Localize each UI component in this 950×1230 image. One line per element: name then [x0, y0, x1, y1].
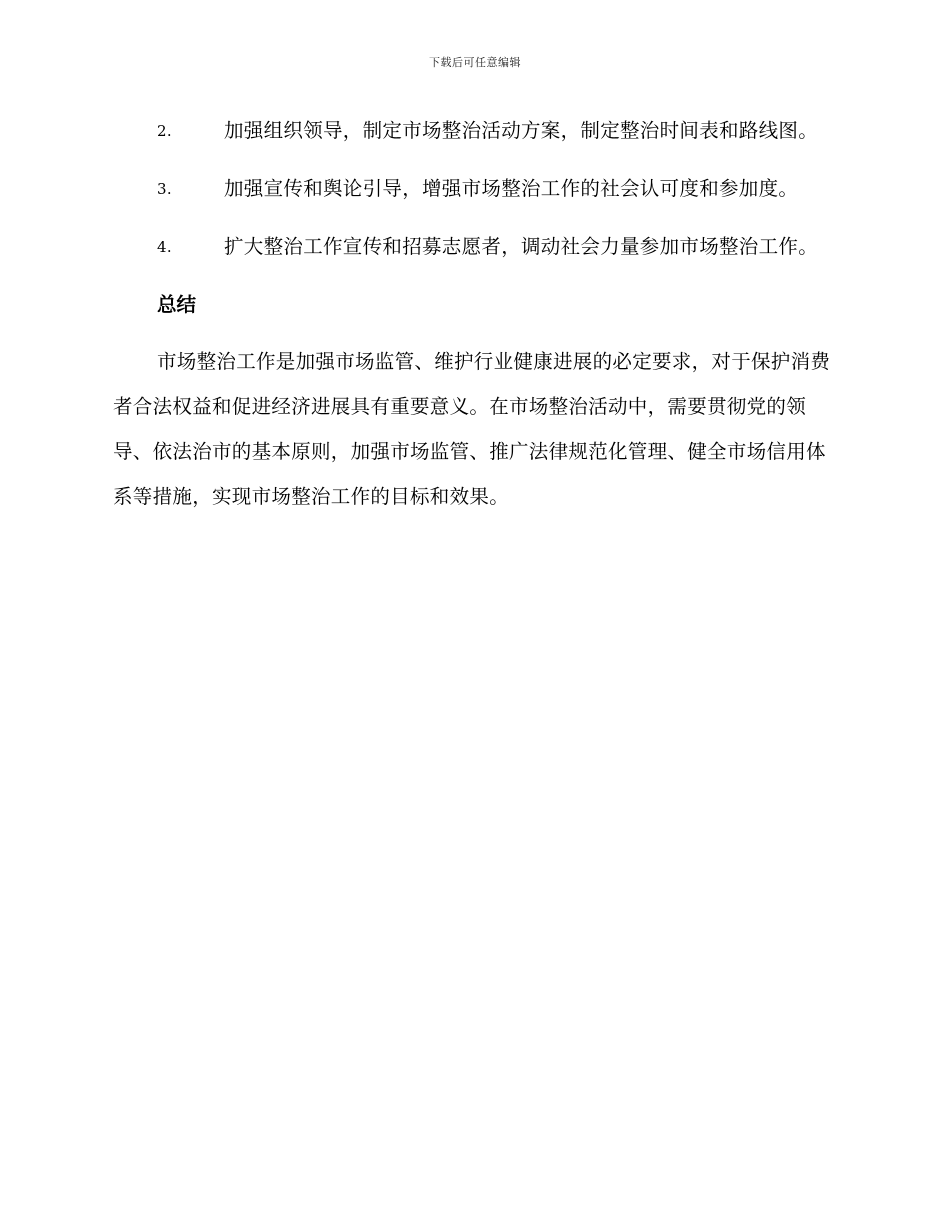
header-note: 下载后可任意编辑	[429, 56, 521, 69]
list-item-number: 4.	[157, 238, 172, 256]
list-item-text: 加强组织领导，制定市场整治活动方案，制定整治时间表和路线图。	[224, 119, 819, 142]
list-item	[113, 167, 839, 211]
list-item-text: 加强宣传和舆论引导，增强市场整治工作的社会认可度和参加度。	[224, 177, 799, 200]
summary-heading: 总结	[157, 293, 197, 316]
list-item-number: 2.	[157, 122, 172, 140]
summary-paragraph: 市场整治工作是加强市场监管、维护行业健康进展的必定要求，对于保护消费者合法权益和促进经济进展具有重要意义。在市场整治活动中，需要贯彻党的领导、依法治市的基本原则，加强市场监管、推广法律规范化管理、健全市场信用体系等措施，实现市场整治工作的目标和效果。	[113, 350, 831, 508]
list-item	[113, 109, 839, 153]
list-item-number: 3.	[157, 180, 172, 198]
document-body	[113, 109, 839, 519]
list-item-text: 扩大整治工作宣传和招募志愿者，调动社会力量参加市场整治工作。	[224, 235, 819, 258]
list-item	[113, 225, 839, 269]
